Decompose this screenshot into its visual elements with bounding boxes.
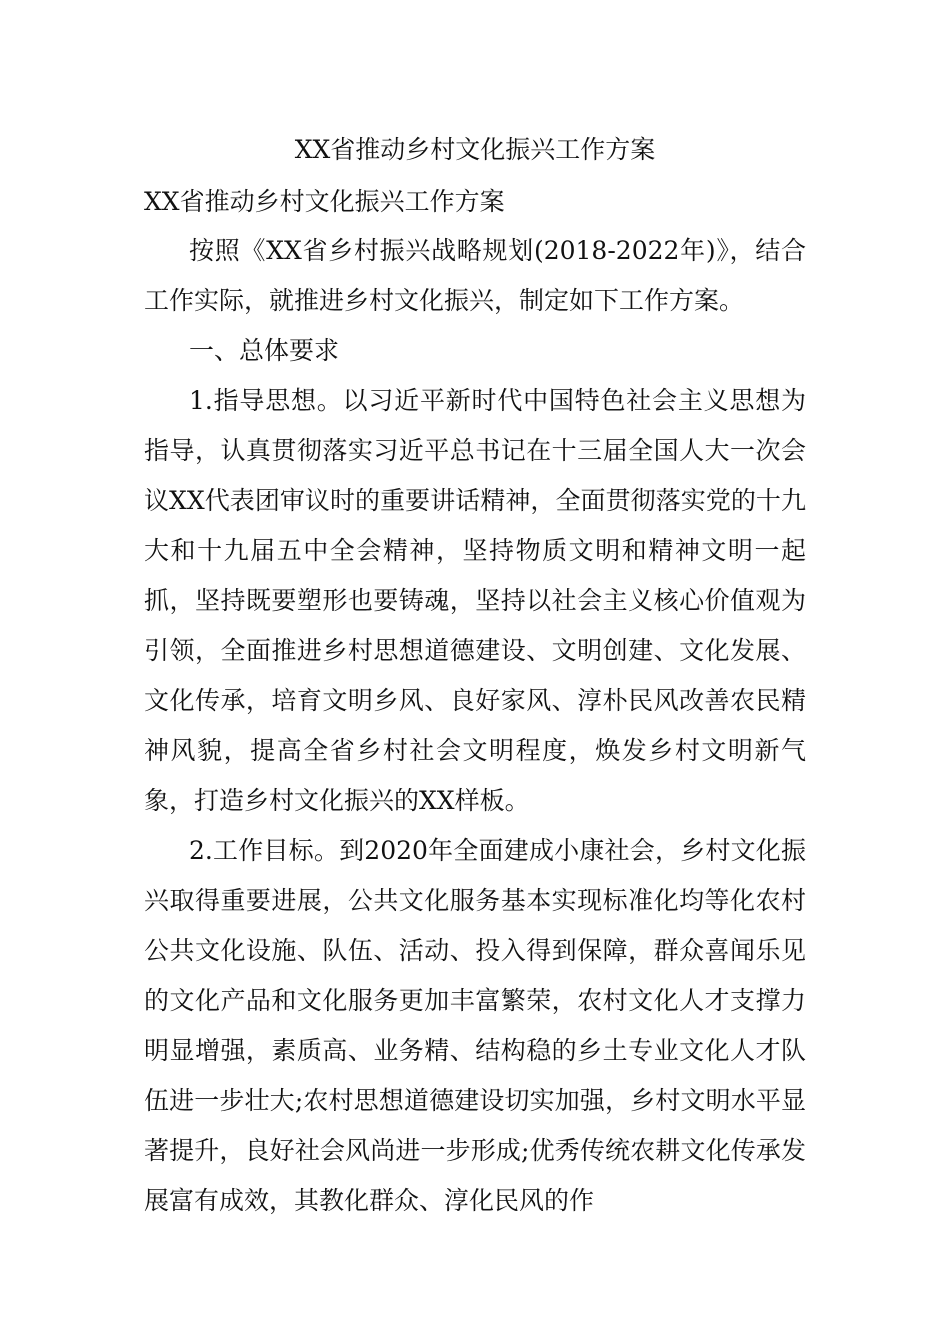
section-heading-general-requirements: 一、总体要求 — [189, 336, 340, 365]
paragraph-guiding-ideology: 1.指导思想。以习近平新时代中国特色社会主义思想为指导，认真贯彻落实习近平总书记在十三届全国人大一次会议XX代表团审议时的重要讲话精神，全面贯彻落实党的十九大和十九届五中全会精神，坚持物质文明和精神文明一起抓，坚持既要塑形也要铸魂，坚持以社会主义核心价值观为引领，全面推进乡村思想道德建设、文明创建、文化发展、文化传承，培育文明乡风、良好家风、淳朴民风改善农民精神风貌，提高全省乡村社会文明程度，焕发乡村文明新气象，打造乡村文化振兴的XX样板。 — [144, 386, 806, 815]
paragraph-intro: 按照《XX省乡村振兴战略规划(2018-2022年)》，结合工作实际，就推进乡村文化振兴，制定如下工作方案。 — [144, 236, 806, 315]
paragraph-work-goals: 2.工作目标。到2020年全面建成小康社会，乡村文化振兴取得重要进展，公共文化服务基本实现标准化均等化农村公共文化设施、队伍、活动、投入得到保障，群众喜闻乐见的文化产品和文化服务更加丰富繁荣，农村文化人才支撑力明显增强，素质高、业务精、结构稳的乡土专业文化人才队伍进一步壮大;农村思想道德建设切实加强，乡村文明水平显著提升，良好社会风尚进一步形成;优秀传统农耕文化传承发展富有成效，其教化群众、淳化民风的作 — [144, 836, 806, 1215]
document-title: XX省推动乡村文化振兴工作方案 — [294, 135, 656, 164]
document-body — [144, 226, 806, 1226]
document-subtitle: XX省推动乡村文化振兴工作方案 — [144, 187, 505, 216]
